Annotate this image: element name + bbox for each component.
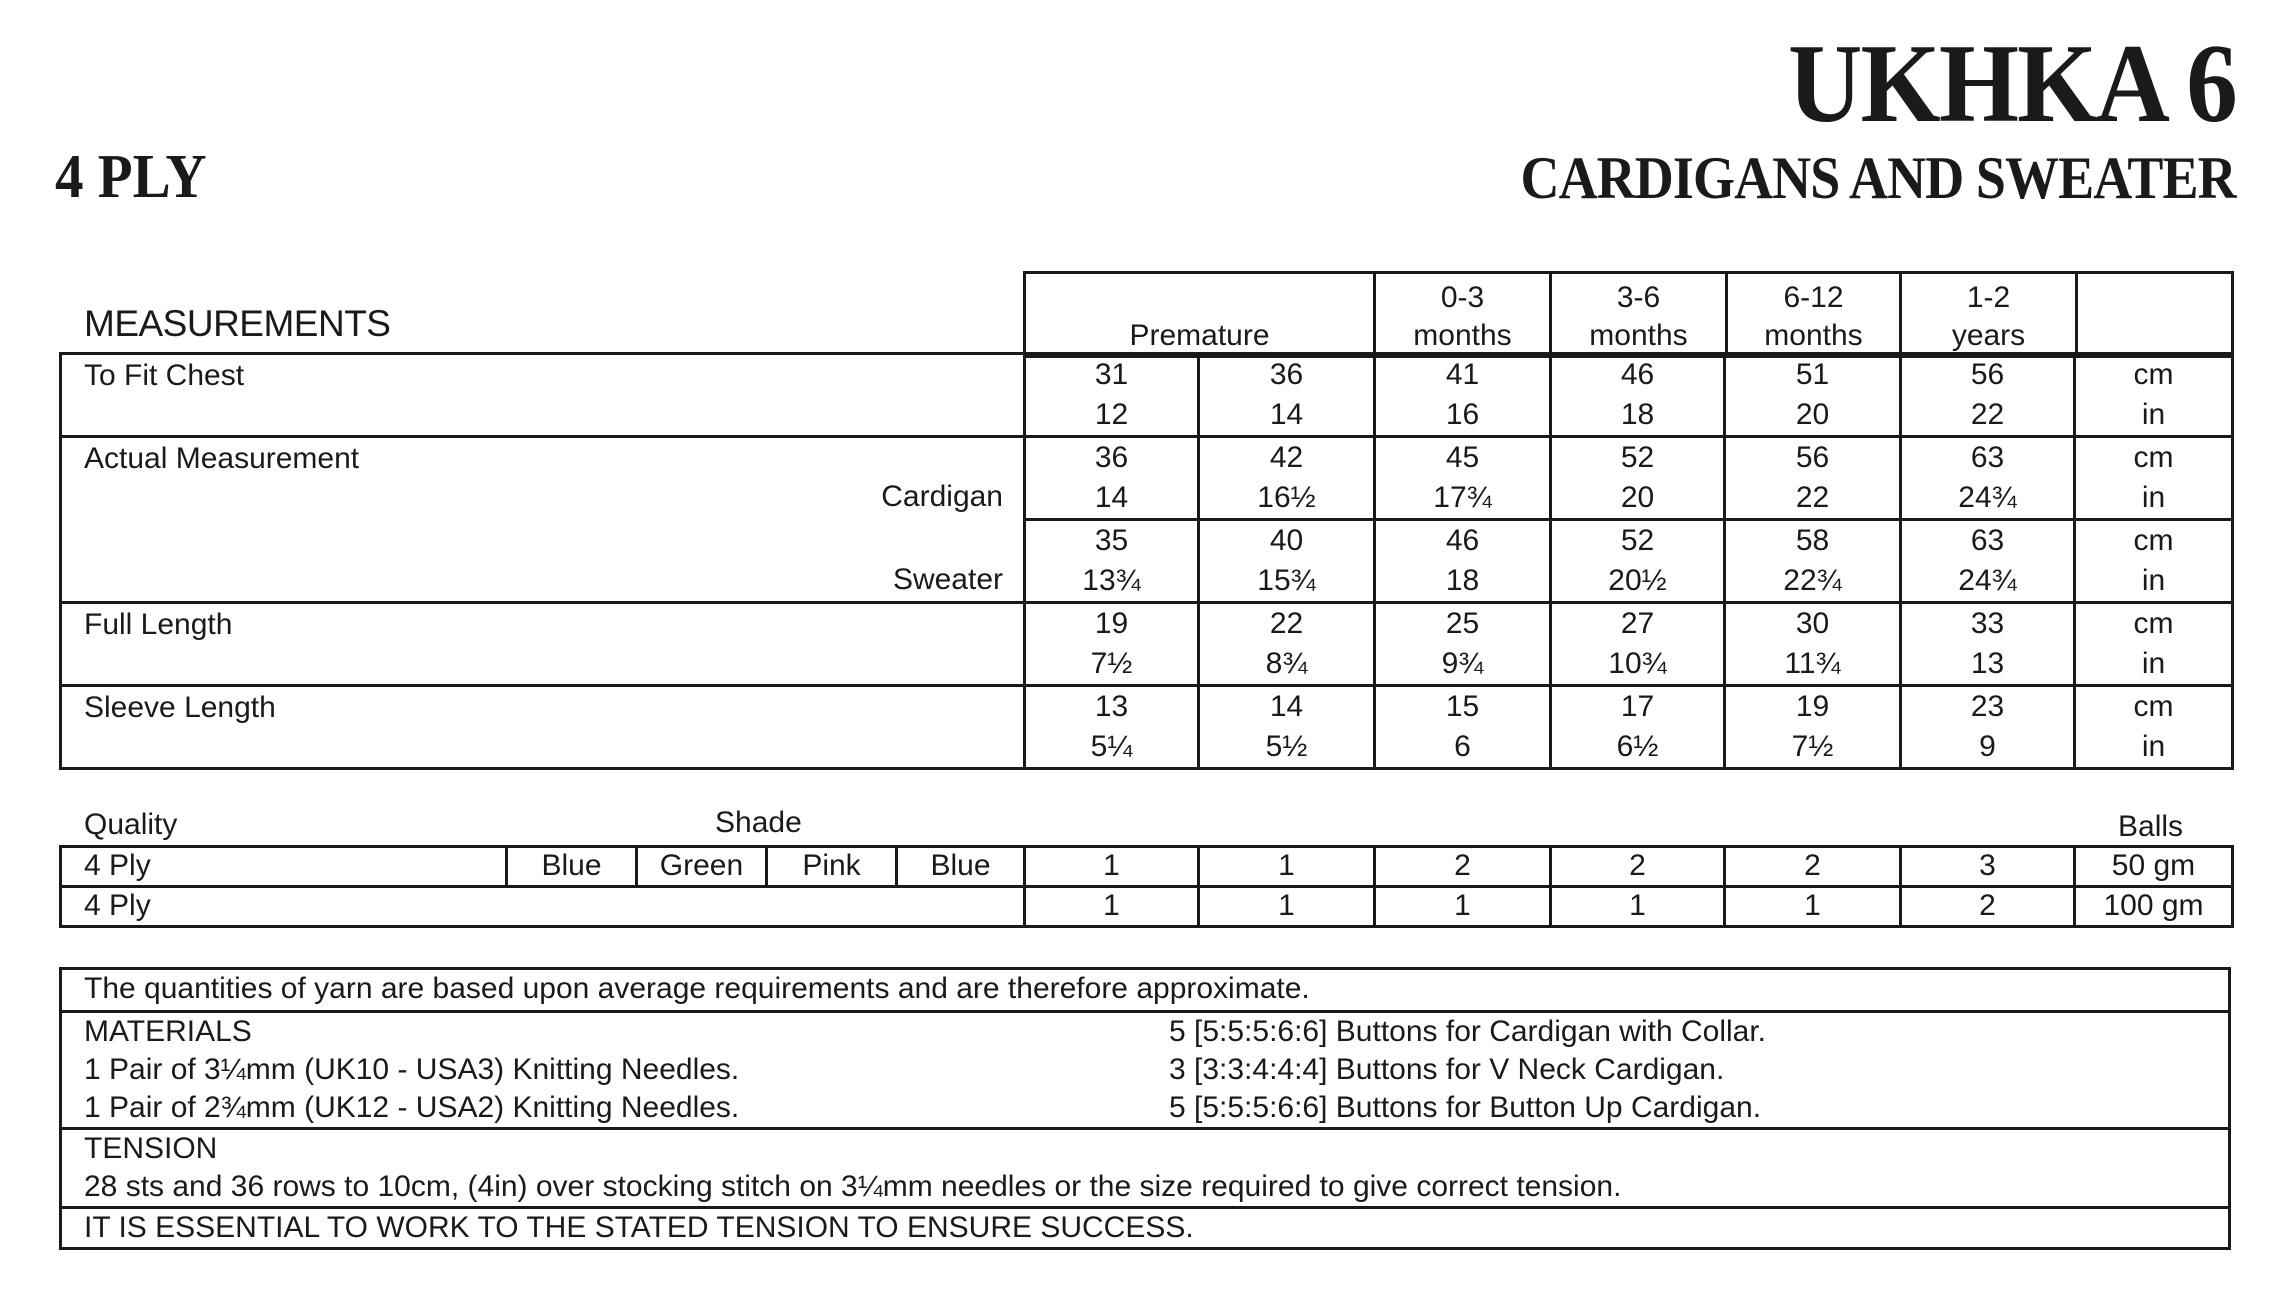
balls-cell: 1 xyxy=(1375,887,1551,927)
quality-label: Quality xyxy=(84,808,178,841)
value-cell: 40 15¾ xyxy=(1199,520,1375,603)
balls-cell: 2 xyxy=(1551,847,1725,887)
value-cell: 52 20 xyxy=(1551,437,1725,520)
row-label: Full Length xyxy=(61,603,1025,686)
row-actual-cardigan xyxy=(61,437,2233,520)
button-item: 3 [3:3:4:4:4] Buttons for V Neck Cardigan. xyxy=(1169,1053,1725,1086)
value-cell: 58 22¾ xyxy=(1725,520,1901,603)
quality-cell: 4 Ply xyxy=(61,847,507,887)
needle-item: 1 Pair of 2¾mm (UK12 - USA2) Knitting Needles. xyxy=(84,1091,740,1124)
balls-cell: 1 xyxy=(1025,847,1199,887)
tension-warning: IT IS ESSENTIAL TO WORK TO THE STATED TENSION TO ENSURE SUCCESS. xyxy=(84,1211,1194,1244)
value-cell: 31 12 xyxy=(1025,354,1199,437)
pattern-code: UKHKA 6 xyxy=(1788,22,2236,146)
tension-section xyxy=(62,1130,2228,1209)
value-cell: 45 17¾ xyxy=(1375,437,1551,520)
value-cell: 63 24¾ xyxy=(1901,520,2075,603)
buttons-list xyxy=(1169,1013,1766,1127)
unit-cell: cm in xyxy=(2075,520,2233,603)
value-cell: 63 24¾ xyxy=(1901,437,2075,520)
yarn-weight: 4 PLY xyxy=(55,143,207,211)
row-label: To Fit Chest xyxy=(61,354,1025,437)
balls-cell: 3 xyxy=(1901,847,2075,887)
shade-label: Shade xyxy=(715,806,802,839)
value-cell: 27 10¾ xyxy=(1551,603,1725,686)
balls-label: Balls xyxy=(2118,810,2184,843)
balls-cell: 1 xyxy=(1025,887,1199,927)
value-cell: 35 13¾ xyxy=(1025,520,1199,603)
balls-cell: 2 xyxy=(1901,887,2075,927)
value-cell: 36 14 xyxy=(1025,437,1199,520)
balls-cell: 1 xyxy=(1199,887,1375,927)
row-to-fit-chest xyxy=(61,354,2233,437)
value-cell: 19 7½ xyxy=(1025,603,1199,686)
value-cell: 42 16½ xyxy=(1199,437,1375,520)
value-cell: 22 8¾ xyxy=(1199,603,1375,686)
row-label: Sleeve Length xyxy=(61,686,1025,769)
shade-cell: Blue xyxy=(507,847,637,887)
ball-weight-cell: 100 gm xyxy=(2075,887,2233,927)
shade-cell: Pink xyxy=(767,847,897,887)
tension-text: 28 sts and 36 rows to 10cm, (4in) over stocking stitch on 3¼mm needles or the size required to give correct tension. xyxy=(84,1170,1622,1203)
value-cell: 30 11¾ xyxy=(1725,603,1901,686)
value-cell: 23 9 xyxy=(1901,686,2075,769)
quantities-note: The quantities of yarn are based upon average requirements and are therefore approximate. xyxy=(62,970,2228,1013)
value-cell: 25 9¾ xyxy=(1375,603,1551,686)
value-cell: 14 5½ xyxy=(1199,686,1375,769)
row-label: Actual Measurement Cardigan Sweater xyxy=(61,437,1025,603)
value-cell: 36 14 xyxy=(1199,354,1375,437)
unit-cell: cm in xyxy=(2075,437,2233,520)
value-cell: 56 22 xyxy=(1901,354,2075,437)
size-header-3-6: 3-6 months xyxy=(1551,273,1727,357)
quality-cell: 4 Ply xyxy=(61,887,1025,927)
unit-cell: cm in xyxy=(2075,354,2233,437)
materials-section xyxy=(62,1013,2228,1130)
sublabel-cardigan: Cardigan xyxy=(881,480,1003,513)
pattern-notes-box xyxy=(59,967,2231,1250)
value-cell: 52 20½ xyxy=(1551,520,1725,603)
button-item: 5 [5:5:5:6:6] Buttons for Cardigan with Collar. xyxy=(1169,1015,1766,1048)
balls-cell: 1 xyxy=(1199,847,1375,887)
row-full-length xyxy=(61,603,2233,686)
size-header-0-3: 0-3 months xyxy=(1375,273,1551,357)
balls-cell: 1 xyxy=(1725,887,1901,927)
size-header-6-12: 6-12 months xyxy=(1727,273,1901,357)
value-cell: 17 6½ xyxy=(1551,686,1725,769)
size-header-1-2: 1-2 years xyxy=(1901,273,2077,357)
row-sleeve-length xyxy=(61,686,2233,769)
balls-cell: 2 xyxy=(1375,847,1551,887)
measurements-title: MEASUREMENTS xyxy=(84,303,391,344)
button-item: 5 [5:5:5:6:6] Buttons for Button Up Cardigan. xyxy=(1169,1091,1762,1124)
value-cell: 56 22 xyxy=(1725,437,1901,520)
balls-cell: 2 xyxy=(1725,847,1901,887)
size-header-unit xyxy=(2077,273,2233,357)
ball-weight-cell: 50 gm xyxy=(2075,847,2233,887)
balls-cell: 1 xyxy=(1551,887,1725,927)
unit-cell: cm in xyxy=(2075,686,2233,769)
shade-cell: Blue xyxy=(897,847,1025,887)
value-cell: 13 5¼ xyxy=(1025,686,1199,769)
tension-title: TENSION xyxy=(84,1132,218,1165)
value-cell: 15 6 xyxy=(1375,686,1551,769)
value-cell: 46 18 xyxy=(1551,354,1725,437)
size-header-premature: Premature xyxy=(1025,273,1375,357)
size-header-table xyxy=(1023,271,2234,358)
value-cell: 41 16 xyxy=(1375,354,1551,437)
yarn-row xyxy=(61,847,2233,887)
value-cell: 33 13 xyxy=(1901,603,2075,686)
value-cell: 51 20 xyxy=(1725,354,1901,437)
yarn-table xyxy=(59,845,2234,928)
pattern-subtitle: CARDIGANS AND SWEATER xyxy=(1520,145,2236,211)
value-cell: 46 18 xyxy=(1375,520,1551,603)
sublabel-sweater: Sweater xyxy=(892,563,1003,596)
yarn-row xyxy=(61,887,2233,927)
needle-item: 1 Pair of 3¼mm (UK10 - USA3) Knitting Needles. xyxy=(84,1053,740,1086)
materials-title: MATERIALS xyxy=(84,1015,252,1048)
shade-cell: Green xyxy=(637,847,767,887)
measurements-table xyxy=(59,352,2234,770)
unit-cell: cm in xyxy=(2075,603,2233,686)
value-cell: 19 7½ xyxy=(1725,686,1901,769)
